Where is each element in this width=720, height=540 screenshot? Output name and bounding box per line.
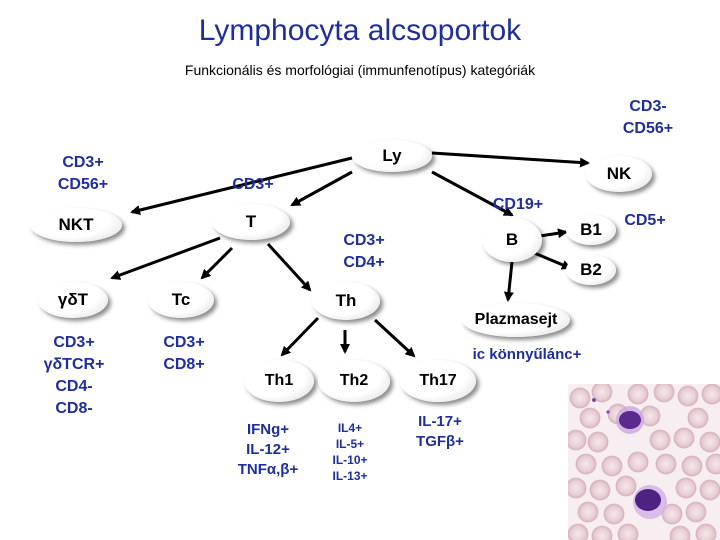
node-ly: Ly <box>352 140 432 172</box>
label-cd3plus-cd56 <box>48 152 118 196</box>
label-text: CD3- <box>629 98 667 115</box>
label-text: CD3+ <box>163 334 205 351</box>
label-text: IL-17+ <box>418 413 462 430</box>
node-th: Th <box>312 282 380 320</box>
node-t: T <box>212 204 290 240</box>
label-text: CD56+ <box>622 120 674 137</box>
page-subtitle: Funkcionális és morfológiai (immunfenotípus) kategóriák <box>184 62 536 78</box>
node-nk: NK <box>586 156 652 192</box>
label-text: CD56+ <box>57 176 109 193</box>
blood-smear-drawing <box>568 384 720 540</box>
label-cd3minus-cd56 <box>618 96 678 140</box>
node-nkt: NKT <box>30 208 122 242</box>
label-text: IL4+ <box>337 421 363 435</box>
label-text: IL-5+ <box>335 437 365 451</box>
label-text: IL-13+ <box>332 469 368 483</box>
label-th17-cytokines <box>404 412 476 452</box>
node-tc: Tc <box>148 282 214 318</box>
node-plazmasejt: Plazmasejt <box>462 303 570 337</box>
label-cd3-cd4 <box>336 230 392 274</box>
label-text: IL-12+ <box>246 441 290 458</box>
arrow-t-th <box>268 244 310 290</box>
arrow-t-tc <box>202 248 232 278</box>
label-text: CD3+ <box>53 334 95 351</box>
page-title: Lymphocyta alcsoportok <box>198 14 522 47</box>
label-gdtcr <box>34 332 114 420</box>
label-cd19: CD19+ <box>492 196 544 213</box>
arrow-t-gdt <box>112 238 220 278</box>
label-text: CD3+ <box>343 232 385 249</box>
node-b: B <box>482 218 542 262</box>
node-th2: Th2 <box>318 360 390 402</box>
label-text: CD4- <box>55 378 93 395</box>
label-cd5: CD5+ <box>624 212 666 229</box>
label-text: γδTCR+ <box>43 356 105 373</box>
node-th1: Th1 <box>244 360 314 402</box>
node-th17: Th17 <box>400 360 476 402</box>
node-b2: B2 <box>566 255 616 285</box>
node-gdt: γδT <box>38 282 108 318</box>
label-text: CD4+ <box>343 254 385 271</box>
label-text: CD3+ <box>62 154 104 171</box>
label-text: IL-10+ <box>332 453 368 467</box>
label-th2-cytokines <box>322 420 378 484</box>
arrow-th-th1 <box>282 318 318 355</box>
label-text: IFNg+ <box>246 421 290 438</box>
label-th1-cytokines <box>228 420 308 480</box>
arrow-ly-nk <box>432 153 588 163</box>
label-text: TGFβ+ <box>416 433 464 450</box>
label-text: CD8- <box>55 400 93 417</box>
arrow-b-plazma <box>508 262 512 300</box>
arrow-b-b1 <box>540 232 566 236</box>
blood-smear-image <box>568 384 720 540</box>
label-text: TNFα,β+ <box>237 461 299 478</box>
arrow-th-th17 <box>375 320 414 356</box>
label-text: CD8+ <box>163 356 205 373</box>
node-b1: B1 <box>566 215 616 245</box>
arrow-b-b2 <box>532 252 570 268</box>
label-cd3-cd8 <box>156 332 212 376</box>
label-cd3plus-t: CD3+ <box>232 176 274 193</box>
label-ic-light-chain: ic könnyűlánc+ <box>472 346 582 363</box>
arrow-ly-t <box>292 172 352 205</box>
